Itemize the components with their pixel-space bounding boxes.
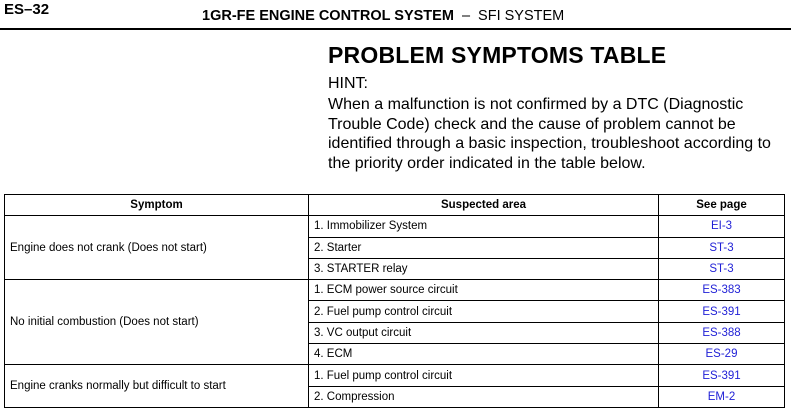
problem-symptoms-table — [4, 194, 785, 408]
symptom-cell: Engine cranks normally but difficult to start — [5, 365, 309, 408]
suspected-area-cell: 4. ECM — [309, 344, 659, 365]
table-row — [5, 216, 785, 237]
suspected-area-cell: 1. Immobilizer System — [309, 216, 659, 237]
column-header-suspected-area: Suspected area — [309, 195, 659, 216]
system-title: 1GR-FE ENGINE CONTROL SYSTEM — [202, 8, 454, 24]
hint-text: When a malfunction is not confirmed by a DTC (Diagnostic Trouble Code) check and the cause of problem cannot be identified through a basic inspection, troubleshoot according to the priority order indicated in the table below. — [328, 96, 771, 173]
see-page-link[interactable]: EM-2 — [659, 386, 785, 407]
suspected-area-cell: 2. Starter — [309, 237, 659, 258]
see-page-link[interactable]: ST-3 — [659, 258, 785, 279]
title-separator: – — [461, 8, 471, 24]
section-title: PROBLEM SYMPTOMS TABLE — [328, 42, 667, 68]
see-page-link[interactable]: ES-388 — [659, 322, 785, 343]
see-page-link[interactable]: ES-391 — [659, 301, 785, 322]
see-page-link[interactable]: ES-391 — [659, 365, 785, 386]
header-title — [202, 8, 564, 24]
symptom-cell: No initial combustion (Does not start) — [5, 280, 309, 365]
hint-label: HINT: — [328, 75, 368, 92]
table-row — [5, 365, 785, 386]
symptom-cell: Engine does not crank (Does not start) — [5, 216, 309, 280]
see-page-link[interactable]: ES-29 — [659, 344, 785, 365]
table-header-row — [5, 195, 785, 216]
suspected-area-cell: 3. VC output circuit — [309, 322, 659, 343]
table-row — [5, 280, 785, 301]
page-code: ES–32 — [4, 1, 50, 18]
column-header-symptom: Symptom — [5, 195, 309, 216]
subsystem-title: SFI SYSTEM — [478, 8, 565, 24]
suspected-area-cell: 3. STARTER relay — [309, 258, 659, 279]
suspected-area-cell: 1. Fuel pump control circuit — [309, 365, 659, 386]
see-page-link[interactable]: ST-3 — [659, 237, 785, 258]
suspected-area-cell: 2. Compression — [309, 386, 659, 407]
see-page-link[interactable]: EI-3 — [659, 216, 785, 237]
column-header-see-page: See page — [659, 195, 785, 216]
see-page-link[interactable]: ES-383 — [659, 280, 785, 301]
suspected-area-cell: 2. Fuel pump control circuit — [309, 301, 659, 322]
suspected-area-cell: 1. ECM power source circuit — [309, 280, 659, 301]
header-rule — [0, 28, 791, 30]
